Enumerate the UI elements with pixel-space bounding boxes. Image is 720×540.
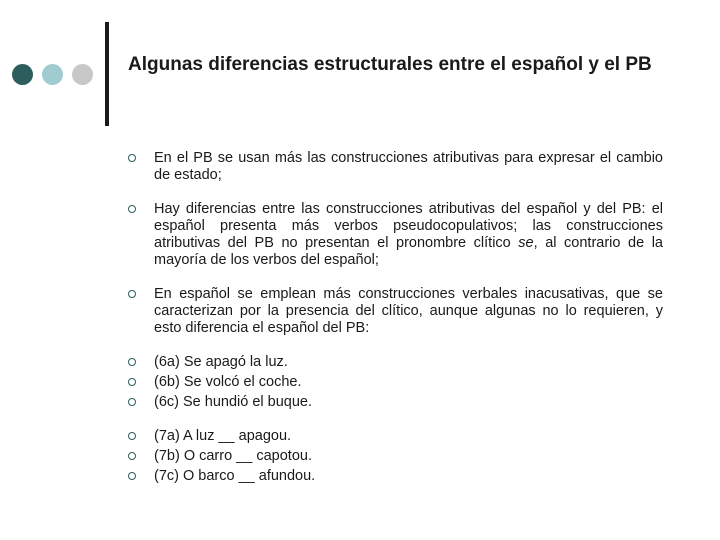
example-6c	[128, 394, 663, 411]
example-7a	[128, 428, 663, 445]
slide-title: Algunas diferencias estructurales entre el español y el PB	[128, 54, 652, 75]
example-text: (7c) O barco __ afundou.	[154, 468, 316, 484]
dot-light	[42, 64, 63, 85]
example-text: (6b) Se volcó el coche.	[154, 374, 302, 390]
bullet-paragraph-2	[128, 201, 663, 269]
bullet-paragraph-3	[128, 286, 663, 337]
bullet-icon	[128, 358, 136, 366]
bullet-icon	[128, 205, 136, 213]
paragraph-text-end: , al contrario de la mayoría de los verbos del español;	[154, 235, 663, 268]
dot-gray	[72, 64, 93, 85]
example-7c	[128, 468, 663, 485]
paragraph-text: En español se emplean más construcciones verbales inacusativas, que se caracterizan por la presencia del clítico, aunque algunas no lo requieren, y esto diferencia el español del PB:	[154, 286, 663, 336]
bullet-icon	[128, 378, 136, 386]
paragraph-text: En el PB se usan más las construcciones atributivas para expresar el cambio de estado;	[154, 150, 663, 183]
bullet-icon	[128, 398, 136, 406]
example-text: (7a) A luz __ apagou.	[154, 428, 292, 444]
example-text: (6a) Se apagó la luz.	[154, 354, 288, 370]
slide-content	[128, 150, 663, 485]
decorative-dots	[12, 64, 94, 86]
dot-dark	[12, 64, 33, 85]
bullet-icon	[128, 432, 136, 440]
title-divider	[105, 22, 109, 126]
bullet-paragraph-1	[128, 150, 663, 184]
example-7b	[128, 448, 663, 465]
bullet-icon	[128, 290, 136, 298]
example-text: (6c) Se hundió el buque.	[154, 394, 312, 410]
clitic-se: se	[518, 235, 534, 251]
bullet-icon	[128, 154, 136, 162]
bullet-icon	[128, 472, 136, 480]
bullet-icon	[128, 452, 136, 460]
example-text: (7b) O carro __ capotou.	[154, 448, 312, 464]
example-6a	[128, 354, 663, 371]
example-6b	[128, 374, 663, 391]
paragraph-text: Hay diferencias entre las construcciones atributivas del español y del PB: el español presenta más verbos pseudocopulativos; las construcciones atributivas del PB no presentan el pronombre clítico	[154, 201, 663, 251]
